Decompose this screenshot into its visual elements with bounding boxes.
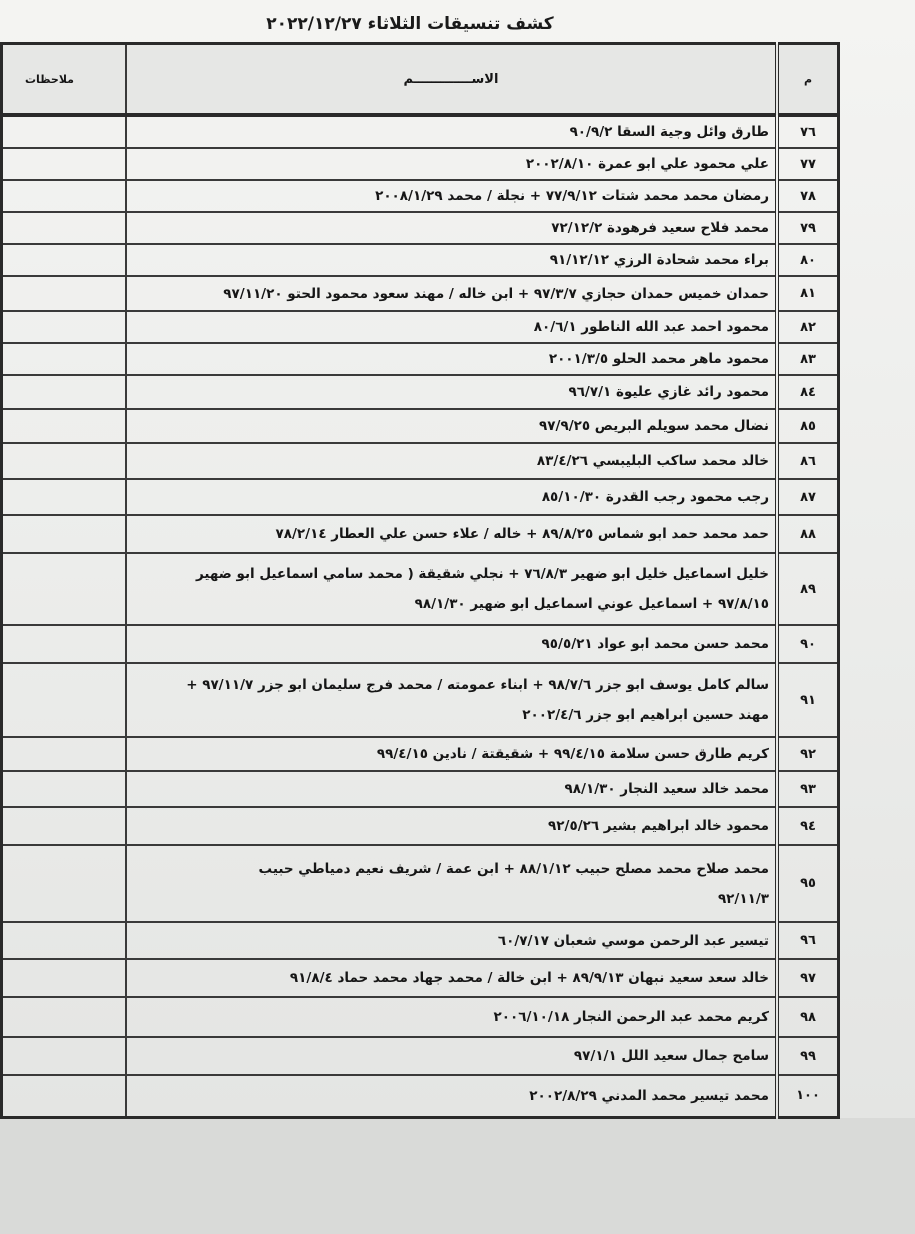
- row-name: [126, 663, 777, 737]
- row-notes: [2, 959, 127, 997]
- name-line: محمد حسن محمد ابو عواد ٩٥/٥/٢١: [541, 636, 769, 652]
- name-line: كريم طارق حسن سلامة ٩٩/٤/١٥ + شقيقتة / نادين ٩٩/٤/١٥: [376, 746, 769, 762]
- row-notes: [2, 771, 127, 807]
- table-row: [2, 515, 839, 553]
- row-notes: [2, 553, 127, 625]
- name-line: تيسير عبد الرحمن موسي شعبان ٦٠/٧/١٧: [497, 932, 769, 949]
- table-row: [2, 922, 839, 959]
- row-notes: [2, 515, 127, 553]
- page-title: كشف تنسيقات الثلاثاء ٢٠٢٢/١٢/٢٧: [266, 14, 554, 34]
- name-line: طارق وائل وجية السقا ٩٠/٩/٢: [569, 124, 769, 140]
- table-body: [2, 115, 839, 1117]
- row-number: ٧٦: [777, 115, 839, 148]
- row-name: [126, 997, 777, 1037]
- row-notes: [2, 311, 127, 343]
- row-number: ٧٧: [777, 148, 839, 180]
- row-notes: [2, 922, 127, 959]
- row-name: [126, 244, 777, 276]
- name-line: مهند حسين ابراهيم ابو جزر ٢٠٠٢/٤/٦: [522, 707, 769, 723]
- name-line: سالم كامل يوسف ابو جزر ٩٨/٧/٦ + ابناء عمومته / محمد فرج سليمان ابو جزر ٩٧/١١/٧ +: [186, 677, 769, 693]
- row-notes: [2, 180, 127, 212]
- row-name: [126, 807, 777, 845]
- table-row: [2, 737, 839, 771]
- name-line: محمود خالد ابراهيم بشير ٩٢/٥/٢٦: [548, 818, 769, 834]
- row-notes: [2, 115, 127, 148]
- table-row: [2, 1037, 839, 1075]
- row-name: [126, 443, 777, 479]
- table-row: [2, 663, 839, 737]
- row-number: ٩٦: [777, 922, 839, 959]
- row-name: [126, 409, 777, 443]
- row-name: [126, 625, 777, 663]
- row-number: ٧٨: [777, 180, 839, 212]
- table-row: [2, 479, 839, 515]
- table-row: [2, 244, 839, 276]
- row-name: [126, 553, 777, 625]
- row-name: [126, 922, 777, 959]
- row-name: [126, 115, 777, 148]
- table-row: [2, 311, 839, 343]
- row-name: [126, 148, 777, 180]
- table-row: [2, 115, 839, 148]
- table-row: [2, 1075, 839, 1117]
- name-line: سامح جمال سعيد اللل ٩٧/١/١: [573, 1048, 769, 1064]
- table-row: [2, 845, 839, 922]
- table-row: [2, 625, 839, 663]
- table-row: [2, 276, 839, 311]
- row-name: [126, 845, 777, 922]
- row-number: ٨٤: [777, 375, 839, 409]
- name-line: محمود رائد غازي عليوة ٩٦/٧/١: [568, 384, 769, 400]
- row-notes: [2, 244, 127, 276]
- name-line: محمد فلاح سعيد فرهودة ٧٢/١٢/٢: [551, 220, 769, 236]
- row-number: ٧٩: [777, 212, 839, 244]
- row-notes: [2, 1075, 127, 1117]
- name-line: محمد صلاح محمد مصلح حبيب ٨٨/١/١٢ + ابن عمة / شريف نعيم دمياطي حبيب: [258, 860, 769, 877]
- row-number: ٨٩: [777, 553, 839, 625]
- name-line: محمد خالد سعيد النجار ٩٨/١/٣٠: [564, 781, 769, 797]
- row-number: ٩٧: [777, 959, 839, 997]
- row-notes: [2, 1037, 127, 1075]
- row-name: [126, 375, 777, 409]
- table-row: [2, 375, 839, 409]
- row-name: [126, 479, 777, 515]
- table-row: [2, 771, 839, 807]
- row-number: ٨٣: [777, 343, 839, 375]
- table-row: [2, 212, 839, 244]
- row-name: [126, 771, 777, 807]
- row-notes: [2, 375, 127, 409]
- row-number: ٩١: [777, 663, 839, 737]
- row-notes: [2, 997, 127, 1037]
- table-row: [2, 148, 839, 180]
- table-row: [2, 807, 839, 845]
- row-number: ٩٩: [777, 1037, 839, 1075]
- row-notes: [2, 276, 127, 311]
- row-name: [126, 276, 777, 311]
- coordination-table: [0, 42, 840, 1119]
- row-number: ٩٨: [777, 997, 839, 1037]
- header-notes: ملاحظات: [2, 44, 127, 116]
- row-name: [126, 1075, 777, 1117]
- name-line: محمود احمد عبد الله الناطور ٨٠/٦/١: [533, 319, 769, 335]
- row-notes: [2, 845, 127, 922]
- name-line: خليل اسماعيل خليل ابو ضهير ٧٦/٨/٣ + نجلي شقيقة ( محمد سامي اسماعيل ابو ضهير: [195, 566, 769, 582]
- name-line: حمدان خميس حمدان حجازي ٩٧/٣/٧ + ابن خاله / مهند سعود محمود الحتو ٩٧/١١/٢٠: [223, 285, 769, 302]
- row-notes: [2, 443, 127, 479]
- row-number: ٨٥: [777, 409, 839, 443]
- name-line: براء محمد شحادة الرزي ٩١/١٢/١٢: [549, 252, 769, 268]
- row-name: [126, 311, 777, 343]
- row-number: ٨١: [777, 276, 839, 311]
- name-line: نضال محمد سويلم البريص ٩٧/٩/٢٥: [539, 418, 769, 434]
- row-name: [126, 959, 777, 997]
- name-line: كريم محمد عبد الرحمن النجار ٢٠٠٦/١٠/١٨: [493, 1009, 769, 1025]
- row-notes: [2, 807, 127, 845]
- table-row: [2, 343, 839, 375]
- row-name: [126, 343, 777, 375]
- row-notes: [2, 409, 127, 443]
- name-line: علي محمود علي ابو عمرة ٢٠٠٢/٨/١٠: [525, 156, 769, 172]
- row-number: ١٠٠: [777, 1075, 839, 1117]
- row-number: ٨٧: [777, 479, 839, 515]
- row-notes: [2, 625, 127, 663]
- row-notes: [2, 479, 127, 515]
- table-header-row: [2, 44, 839, 116]
- row-number: ٨٠: [777, 244, 839, 276]
- row-name: [126, 212, 777, 244]
- row-name: [126, 515, 777, 553]
- table-row: [2, 553, 839, 625]
- row-name: [126, 1037, 777, 1075]
- row-number: ٨٢: [777, 311, 839, 343]
- name-line: خالد محمد ساكب البليبسي ٨٣/٤/٢٦: [536, 453, 769, 469]
- row-notes: [2, 737, 127, 771]
- row-number: ٩٢: [777, 737, 839, 771]
- header-number: م: [777, 44, 839, 116]
- row-number: ٩٠: [777, 625, 839, 663]
- table-row: [2, 959, 839, 997]
- row-number: ٩٥: [777, 845, 839, 922]
- table-row: [2, 409, 839, 443]
- name-line: ٩٢/١١/٣: [717, 890, 769, 907]
- row-notes: [2, 663, 127, 737]
- header-name: الاســـــــــــــم: [126, 44, 777, 116]
- name-line: رمضان محمد محمد شتات ٧٧/٩/١٢ + نجلة / محمد ٢٠٠٨/١/٢٩: [375, 188, 769, 204]
- name-line: ٩٧/٨/١٥ + اسماعيل عوني اسماعيل ابو ضهير ٩٨/١/٣٠: [414, 596, 769, 612]
- table-row: [2, 443, 839, 479]
- row-number: ٨٦: [777, 443, 839, 479]
- row-number: ٨٨: [777, 515, 839, 553]
- row-notes: [2, 148, 127, 180]
- row-number: ٩٣: [777, 771, 839, 807]
- name-line: خالد سعد سعيد نبهان ٨٩/٩/١٣ + ابن خالة / محمد جهاد محمد حماد ٩١/٨/٤: [289, 970, 769, 986]
- name-line: محمد تيسير محمد المدني ٢٠٠٢/٨/٢٩: [529, 1087, 769, 1104]
- table-row: [2, 180, 839, 212]
- name-line: حمد محمد حمد ابو شماس ٨٩/٨/٢٥ + خاله / علاء حسن علي العطار ٧٨/٢/١٤: [275, 526, 769, 542]
- row-notes: [2, 212, 127, 244]
- row-name: [126, 737, 777, 771]
- name-line: محمود ماهر محمد الحلو ٢٠٠١/٣/٥: [548, 351, 769, 367]
- table-row: [2, 997, 839, 1037]
- name-line: رجب محمود رجب القدرة ٨٥/١٠/٣٠: [541, 489, 769, 505]
- row-number: ٩٤: [777, 807, 839, 845]
- row-name: [126, 180, 777, 212]
- row-notes: [2, 343, 127, 375]
